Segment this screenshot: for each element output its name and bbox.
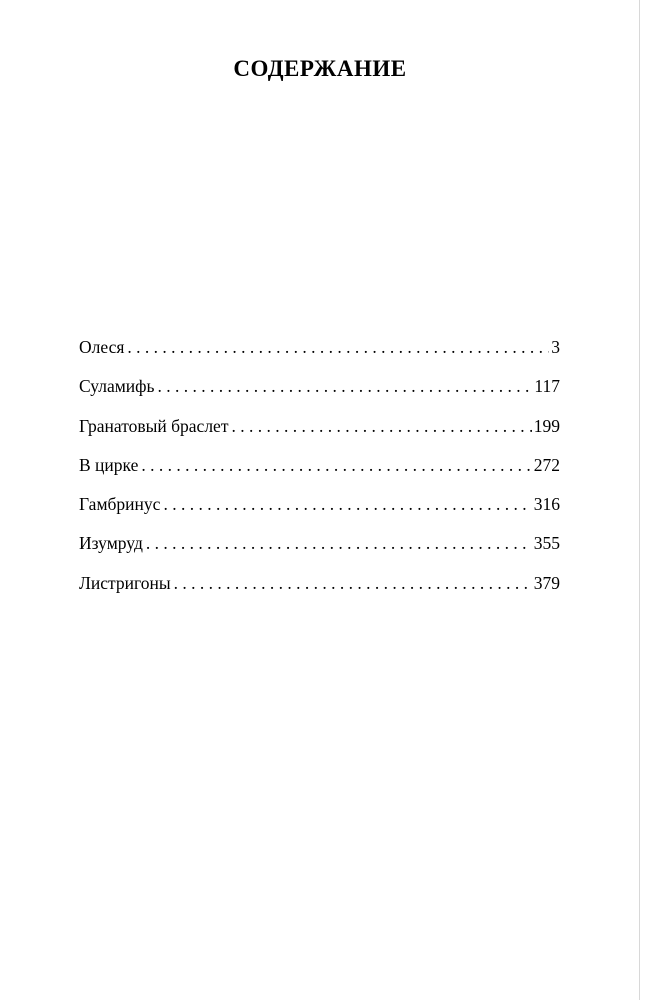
table-of-contents (79, 336, 560, 611)
toc-dot-leader (174, 572, 532, 594)
toc-dot-leader (163, 493, 531, 515)
toc-entry-page: 272 (533, 454, 560, 475)
toc-dot-leader (141, 454, 531, 476)
toc-entry (79, 336, 560, 375)
toc-entry-title: В цирке (79, 454, 139, 475)
toc-entry (79, 375, 560, 414)
toc-entry-page: 117 (534, 376, 560, 397)
toc-entry-title: Гамбринус (79, 494, 161, 515)
toc-entry (79, 572, 560, 611)
toc-entry (79, 454, 560, 493)
page-title: СОДЕРЖАНИЕ (233, 56, 407, 81)
toc-entry-page: 3 (551, 337, 560, 357)
toc-dot-leader (157, 375, 532, 397)
toc-entry-title: Олеся (79, 337, 125, 357)
toc-entry-page: 379 (533, 572, 560, 593)
toc-entry (79, 415, 560, 454)
toc-entry-page: 355 (533, 533, 560, 554)
toc-entry-title: Гранатовый браслет (79, 415, 229, 436)
toc-entry-page: 316 (533, 494, 560, 515)
toc-dot-leader (127, 336, 549, 358)
toc-dot-leader (231, 415, 531, 437)
toc-entry (79, 493, 560, 532)
toc-entry-page: 199 (533, 415, 560, 436)
toc-entry-title: Листригоны (79, 572, 171, 593)
toc-entry-title: Суламифь (79, 376, 155, 397)
toc-entry (79, 532, 560, 571)
toc-entry-title: Изумруд (79, 533, 143, 554)
toc-dot-leader (146, 532, 532, 554)
